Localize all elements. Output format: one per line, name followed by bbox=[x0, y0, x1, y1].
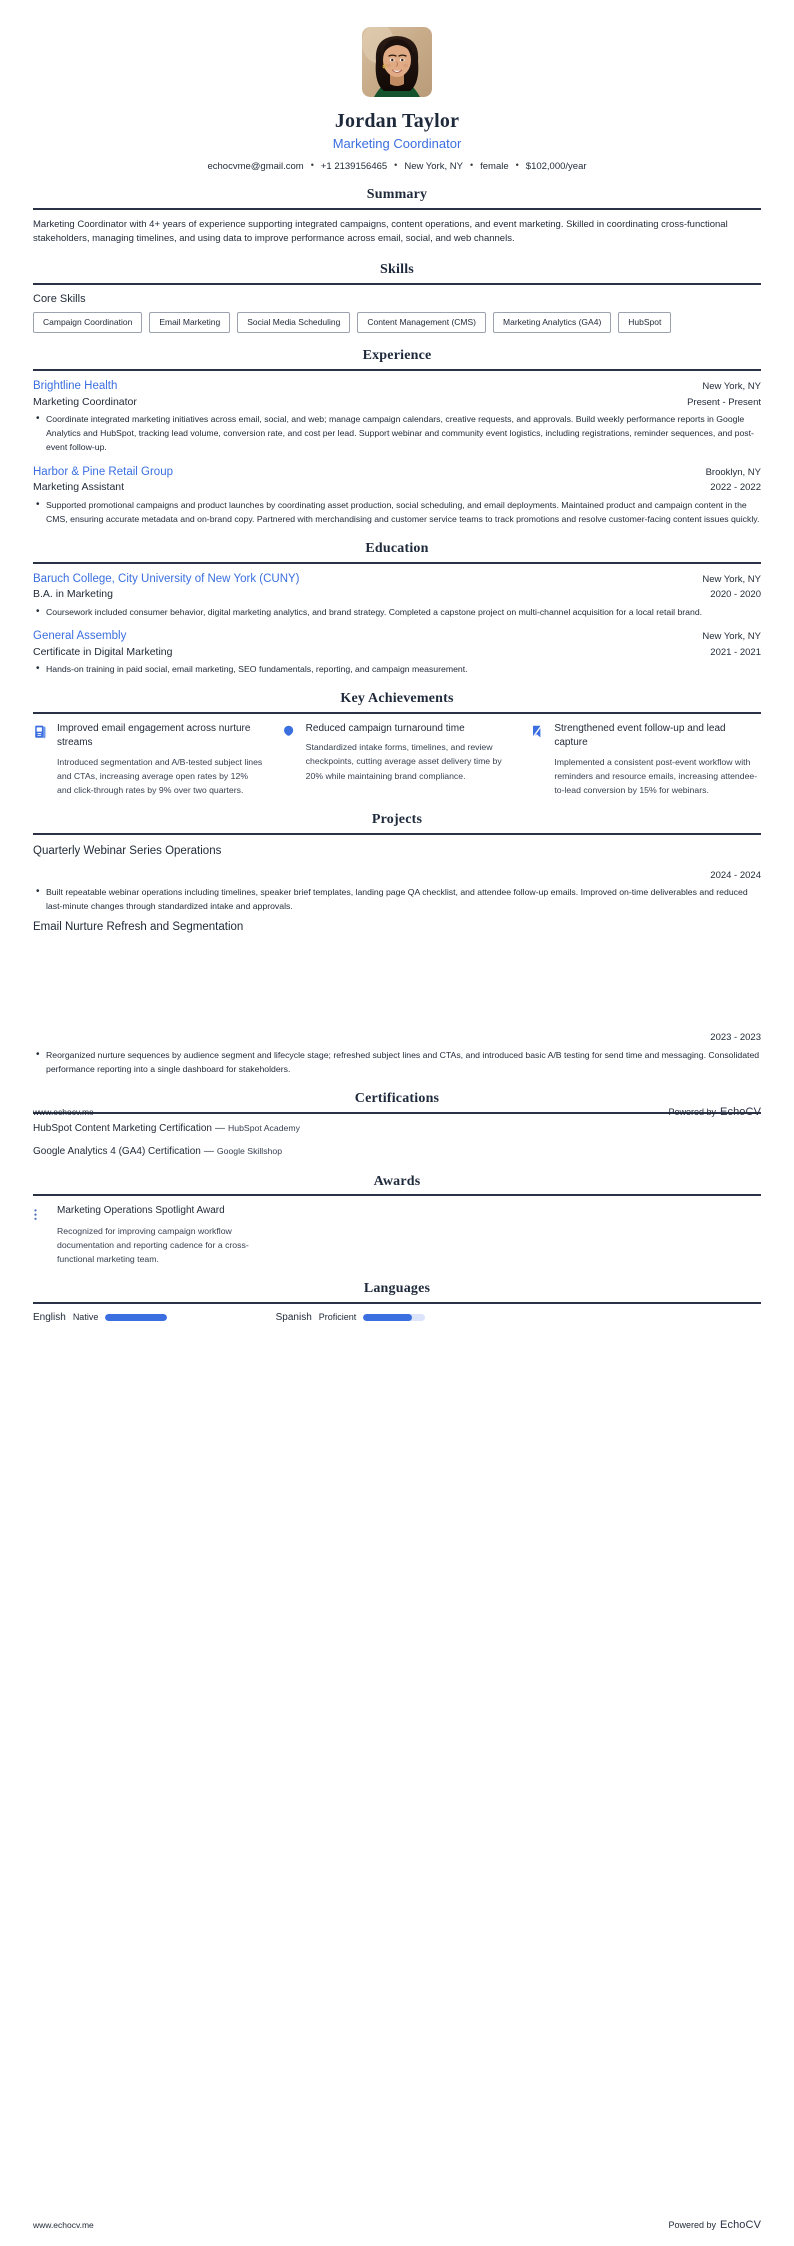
project-bullets bbox=[33, 885, 761, 913]
certification-issuer: HubSpot Academy bbox=[227, 1122, 300, 1133]
section-heading-certifications: Certifications bbox=[354, 1090, 440, 1106]
education-entry bbox=[33, 572, 761, 619]
contact-email[interactable]: echocvme@gmail.com bbox=[207, 160, 304, 172]
achievement-description: Implemented a consistent post-event workflow with reminders and resource emails, increasing attendee-to-lead conversion by 15% for webinars. bbox=[554, 756, 758, 795]
section-awards bbox=[33, 1174, 761, 1267]
section-divider bbox=[33, 208, 761, 210]
language-proficiency-fill bbox=[363, 1314, 411, 1321]
footer-url[interactable]: www.echocv.me bbox=[33, 2220, 94, 2230]
page-title: Jordan Taylor bbox=[334, 110, 460, 132]
achievement-item bbox=[33, 722, 264, 797]
bullet-item: • Built repeatable webinar operations including timelines, speaker brief templates, landing page QA checklist, and attendee follow-up emails. Improved on-time deliverables and reduced last-minute changes through standardized intake and approvals. bbox=[33, 885, 761, 913]
experience-location: New York, NY bbox=[702, 381, 761, 393]
contact-phone[interactable]: +1 2139156465 bbox=[320, 160, 388, 172]
skill-chip: HubSpot bbox=[618, 312, 671, 333]
experience-dates: 2022 - 2022 bbox=[710, 482, 761, 494]
contact-separator: • bbox=[515, 160, 519, 171]
section-key-achievements bbox=[33, 691, 761, 796]
achievement-item bbox=[282, 722, 513, 797]
award-grid bbox=[33, 1204, 761, 1266]
bullet-item: • Coordinate integrated marketing initiatives across email, social, and web; manage campaign calendars, creative requests, and approvals. Build weekly performance reports in Google Analytics and HubSpot, tracking lead volume, conversion rate, and cost per lead. Support webinar and community event logistics, including registrations, reminder sequences, and post-event follow-up. bbox=[33, 412, 761, 454]
section-heading-summary: Summary bbox=[366, 186, 428, 202]
project-title: Email Nurture Refresh and Segmentation bbox=[33, 921, 244, 934]
achievement-description: Introduced segmentation and A/B-tested subject lines and CTAs, increasing average open rates by 12% and click-through rates by 9% over two quarters. bbox=[57, 756, 263, 795]
skill-chip: Content Management (CMS) bbox=[357, 312, 486, 333]
page-break-gap bbox=[33, 935, 761, 1021]
contact-separator: • bbox=[469, 160, 474, 171]
skills-chip-list bbox=[33, 312, 761, 333]
section-heading-skills: Skills bbox=[380, 262, 414, 278]
section-heading-education: Education bbox=[365, 540, 429, 556]
contact-gender: female bbox=[480, 160, 509, 172]
language-level: Native bbox=[72, 1312, 99, 1323]
language-list bbox=[33, 1312, 761, 1323]
section-heading-projects: Projects bbox=[371, 811, 423, 827]
bookmark-icon bbox=[530, 722, 546, 797]
achievement-title: Reduced campaign turnaround time bbox=[305, 723, 465, 735]
education-entry bbox=[33, 629, 761, 676]
circle-icon bbox=[282, 722, 298, 797]
job-title: Marketing Coordinator bbox=[332, 136, 462, 151]
skills-group-label: Core Skills bbox=[33, 292, 86, 305]
certification-name: Google Analytics 4 (GA4) Certification bbox=[33, 1145, 201, 1157]
certification-dash: — bbox=[203, 1145, 214, 1157]
experience-role: Marketing Coordinator bbox=[33, 395, 137, 408]
section-experience bbox=[33, 348, 761, 526]
summary-text: Marketing Coordinator with 4+ years of experience supporting integrated campaigns, content operations, and event marketing. Skilled in coordinating cross-functional stakeholders, managing timelines, and using data to improve performance across email, social, and web channels. bbox=[33, 218, 728, 245]
footer-brand-name: EchoCV bbox=[720, 2219, 761, 2231]
language-name: English bbox=[33, 1311, 66, 1323]
section-divider bbox=[33, 712, 761, 714]
contact-line bbox=[33, 161, 761, 172]
language-proficiency-bar bbox=[105, 1314, 167, 1321]
project-entry bbox=[33, 843, 761, 914]
skill-chip: Social Media Scheduling bbox=[237, 312, 350, 333]
section-languages bbox=[33, 1281, 761, 1323]
page-footer bbox=[33, 1106, 761, 1118]
education-dates: 2020 - 2020 bbox=[710, 589, 761, 601]
bullet-item: • Supported promotional campaigns and product launches by coordinating asset production, social scheduling, and email deployments. Maintained product and campaign content in the CMS, ensuring accurate metadata and on-brand copy. Partnered with merchandising and customer service teams to track promotions and resolve customer-facing content issues quickly. bbox=[33, 498, 761, 526]
certification-item bbox=[33, 1145, 761, 1159]
certification-dash: — bbox=[214, 1122, 225, 1134]
experience-dates: Present - Present bbox=[687, 396, 761, 408]
profile-photo-icon bbox=[362, 27, 432, 97]
footer-brand-name: EchoCV bbox=[720, 1106, 761, 1118]
achievement-item bbox=[530, 722, 761, 797]
skill-chip: Marketing Analytics (GA4) bbox=[493, 312, 611, 333]
page-footer bbox=[33, 2219, 761, 2231]
contact-salary: $102,000/year bbox=[525, 160, 587, 172]
section-divider bbox=[33, 1194, 761, 1196]
education-bullets bbox=[33, 662, 761, 676]
language-proficiency-fill bbox=[105, 1314, 167, 1321]
project-dates: 2024 - 2024 bbox=[710, 869, 761, 881]
education-degree: B.A. in Marketing bbox=[33, 588, 113, 601]
education-location: New York, NY bbox=[702, 631, 761, 643]
section-divider bbox=[33, 833, 761, 835]
experience-location: Brooklyn, NY bbox=[705, 466, 761, 478]
section-projects bbox=[33, 812, 761, 1076]
section-certifications bbox=[33, 1091, 761, 1159]
education-degree: Certificate in Digital Marketing bbox=[33, 645, 173, 658]
achievement-description: Standardized intake forms, timelines, and review checkpoints, cutting average asset delivery time by 20% while maintaining brand compliance. bbox=[305, 742, 502, 781]
project-entry bbox=[33, 919, 761, 1076]
education-location: New York, NY bbox=[702, 573, 761, 585]
section-divider bbox=[33, 562, 761, 564]
section-divider bbox=[33, 369, 761, 371]
section-heading-key-achievements: Key Achievements bbox=[340, 691, 454, 707]
award-description: Recognized for improving campaign workflow documentation and reporting cadence for a cross-functional marketing team. bbox=[57, 1225, 249, 1265]
education-dates: 2021 - 2021 bbox=[710, 646, 761, 658]
clipboard-icon bbox=[33, 722, 49, 797]
language-item bbox=[276, 1312, 519, 1323]
experience-entry bbox=[33, 379, 761, 454]
award-title: Marketing Operations Spotlight Award bbox=[57, 1205, 225, 1217]
footer-powered-by-label: Powered by bbox=[668, 2220, 717, 2230]
skill-chip: Campaign Coordination bbox=[33, 312, 142, 333]
section-skills bbox=[33, 262, 761, 333]
achievement-grid bbox=[33, 722, 761, 797]
experience-company[interactable]: Brightline Health bbox=[33, 380, 118, 393]
education-school[interactable]: Baruch College, City University of New York (CUNY) bbox=[33, 572, 300, 585]
dots-vertical-icon bbox=[33, 1204, 47, 1266]
section-divider bbox=[33, 283, 761, 285]
footer-brand bbox=[669, 2219, 761, 2231]
certification-issuer: Google Skillshop bbox=[216, 1145, 283, 1156]
award-item bbox=[33, 1204, 266, 1266]
achievement-title: Improved email engagement across nurture streams bbox=[57, 723, 251, 749]
bullet-item: • Reorganized nurture sequences by audience segment and lifecycle stage; refreshed subject lines and CTAs, and introduced basic A/B testing for send time and messaging. Consolidated performance reporting into a single dashboard for stakeholders. bbox=[33, 1048, 761, 1076]
bullet-item: • Coursework included consumer behavior, digital marketing analytics, and brand strategy. Completed a capstone project on multi-channel acquisition for a local retail brand. bbox=[33, 605, 761, 619]
language-item bbox=[33, 1312, 276, 1323]
language-item-empty bbox=[518, 1312, 761, 1323]
contact-separator: • bbox=[394, 160, 398, 171]
section-heading-languages: Languages bbox=[363, 1281, 431, 1297]
footer-url[interactable]: www.echocv.me bbox=[33, 1107, 94, 1117]
experience-entry bbox=[33, 465, 761, 526]
project-dates: 2023 - 2023 bbox=[710, 1032, 761, 1044]
avatar bbox=[362, 27, 432, 97]
certification-item bbox=[33, 1122, 761, 1136]
footer-brand bbox=[669, 1106, 761, 1118]
certification-name: HubSpot Content Marketing Certification bbox=[33, 1122, 212, 1134]
experience-bullets bbox=[33, 498, 761, 526]
project-bullets bbox=[33, 1048, 761, 1076]
education-bullets bbox=[33, 605, 761, 619]
project-title: Quarterly Webinar Series Operations bbox=[33, 844, 222, 857]
experience-company[interactable]: Harbor & Pine Retail Group bbox=[33, 465, 173, 478]
education-school[interactable]: General Assembly bbox=[33, 630, 127, 643]
language-proficiency-bar bbox=[363, 1314, 425, 1321]
resume-header bbox=[33, 0, 761, 172]
bullet-item: • Hands-on training in paid social, email marketing, SEO fundamentals, reporting, and campaign measurement. bbox=[33, 662, 761, 676]
contact-location: New York, NY bbox=[404, 160, 463, 172]
section-education bbox=[33, 541, 761, 676]
language-level: Proficient bbox=[318, 1312, 357, 1323]
section-heading-experience: Experience bbox=[362, 348, 432, 364]
footer-powered-by-label: Powered by bbox=[668, 1107, 717, 1117]
language-name: Spanish bbox=[275, 1311, 312, 1323]
contact-separator: • bbox=[310, 160, 314, 171]
achievement-title: Strengthened event follow-up and lead capture bbox=[554, 723, 726, 749]
experience-bullets bbox=[33, 412, 761, 454]
section-summary bbox=[33, 187, 761, 247]
section-divider bbox=[33, 1302, 761, 1304]
skill-chip: Email Marketing bbox=[149, 312, 230, 333]
experience-role: Marketing Assistant bbox=[33, 481, 125, 494]
section-heading-awards: Awards bbox=[373, 1173, 421, 1189]
